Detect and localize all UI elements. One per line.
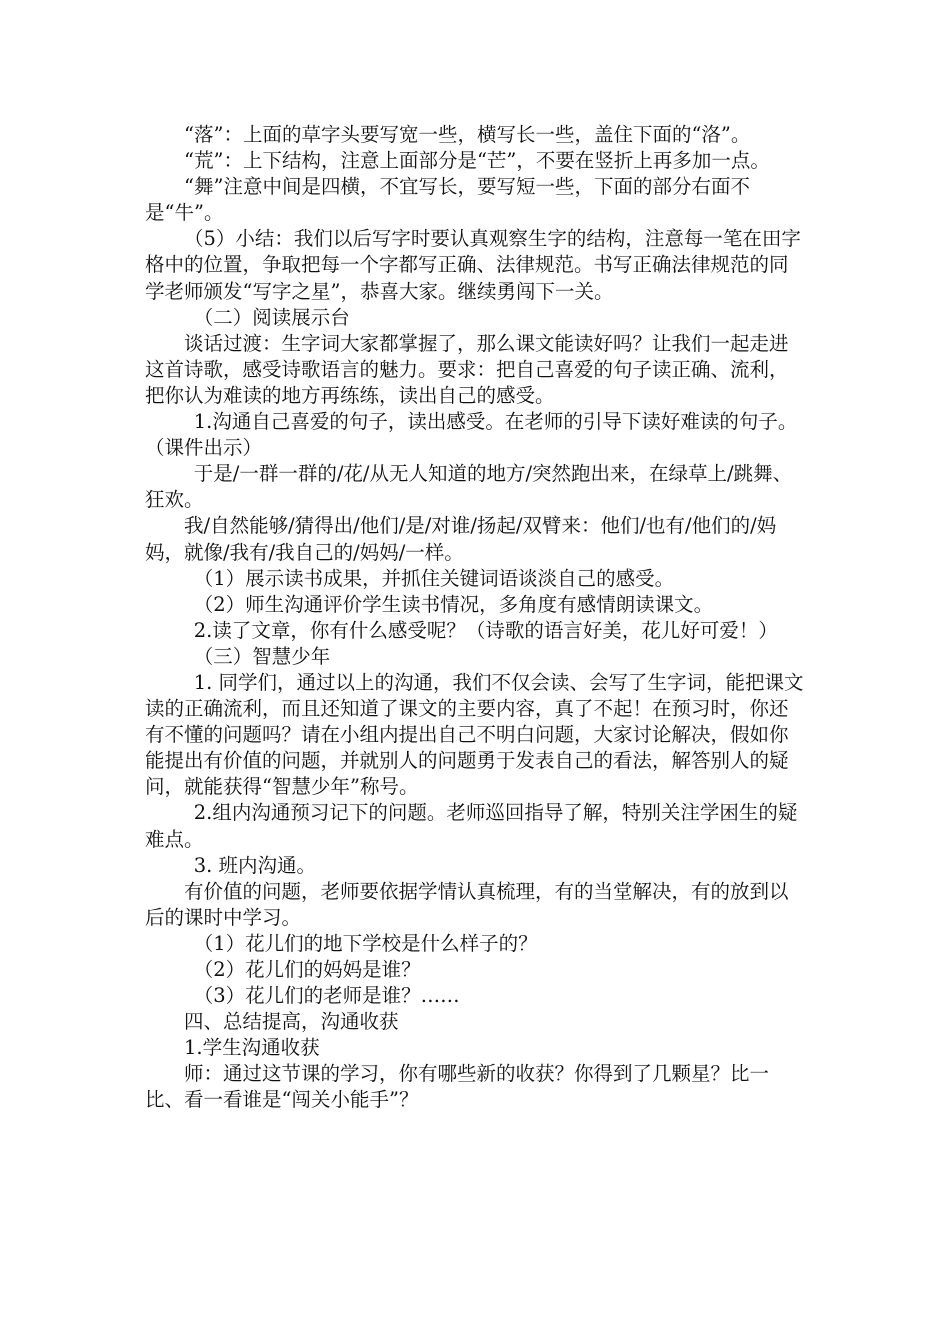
section-heading: 四、总结提高，沟通收获 <box>184 1010 399 1034</box>
paragraph: 3. 班内沟通。 <box>193 853 317 877</box>
paragraph: 于是/一群一群的/花/从无人知道的地方/突然跑出来，在绿草上/跳舞、狂欢。 <box>145 462 793 512</box>
list-item: （3）花儿们的老师是谁？…… <box>193 984 460 1008</box>
paragraph: （5）小结：我们以后写字时要认真观察生字的结构，注意每一笔在田字格中的位置，争取把每一个字都写正确、法律规范。书写正确法律规范的同学老师颁发“写字之星”，恭喜大家。继续勇闯下一关。 <box>145 227 801 303</box>
paragraph: “荒”：上下结构，注意上面部分是“芒”，不要在竖折上再多加一点。 <box>184 149 770 173</box>
paragraph: 1.学生沟通收获 <box>184 1036 320 1060</box>
paragraph: 2.组内沟通预习记下的问题。老师巡回指导了解，特别关注学困生的疑难点。 <box>145 801 798 851</box>
paragraph: 我/自然能够/猜得出/他们/是/对谁/扬起/双臂来：他们/也有/他们的/妈妈，就像/我有/我自己的/妈妈/一样。 <box>145 514 777 564</box>
section-heading: （三）智慧少年 <box>193 644 331 668</box>
paragraph: 有价值的问题，老师要依据学情认真梳理，有的当堂解决，有的放到以后的课时中学习。 <box>145 879 789 929</box>
document-body <box>145 122 805 1114</box>
list-item: （1）展示读书成果，并抓住关键词语谈淡自己的感受。 <box>193 566 675 590</box>
section-heading: （二）阅读展示台 <box>193 305 350 329</box>
list-item: （2）花儿们的妈妈是谁？ <box>193 958 421 981</box>
paragraph: “落”：上面的草字头要写宽一些，横写长一些，盖住下面的“洛”。 <box>184 123 751 146</box>
paragraph: “舞”注意中间是四横，不宜写长，要写短一些，下面的部分右面不是“牛”。 <box>145 175 750 225</box>
paragraph: 2.读了文章，你有什么感受呢？（诗歌的语言好美，花儿好可爱！） <box>193 618 778 642</box>
paragraph: 1. 同学们，通过以上的沟通，我们不仅会读、会写了生字词，能把课文读的正确流利，而且还知道了课文的主要内容，真了不起！在预习时，你还有不懂的问题吗？请在小组内提出自己不明白问题，大家讨论解决，假如你能提出有价值的问题，并就别人的问题勇于发表自己的看法，解答别人的疑问，就能获得“智慧少年”称号。 <box>145 670 804 799</box>
paragraph: 师：通过这节课的学习，你有哪些新的收获？你得到了几颗星？比一比、看一看谁是“闯关小能手”？ <box>145 1062 770 1112</box>
paragraph: 谈话过渡：生字词大家都掌握了，那么课文能读好吗？让我们一起走进这首诗歌，感受诗歌语言的魅力。要求：把自己喜爱的句子读正确、流利，把你认为难读的地方再练练，读出自己的感受。 <box>145 331 789 407</box>
paragraph: 1.沟通自己喜爱的句子，读出感受。在老师的引导下读好难读的句子。（课件出示） <box>145 410 798 460</box>
list-item: （1）花儿们的地下学校是什么样子的？ <box>193 931 538 955</box>
list-item: （2）师生沟通评价学生读书情况，多角度有感情朗读课文。 <box>193 592 714 616</box>
